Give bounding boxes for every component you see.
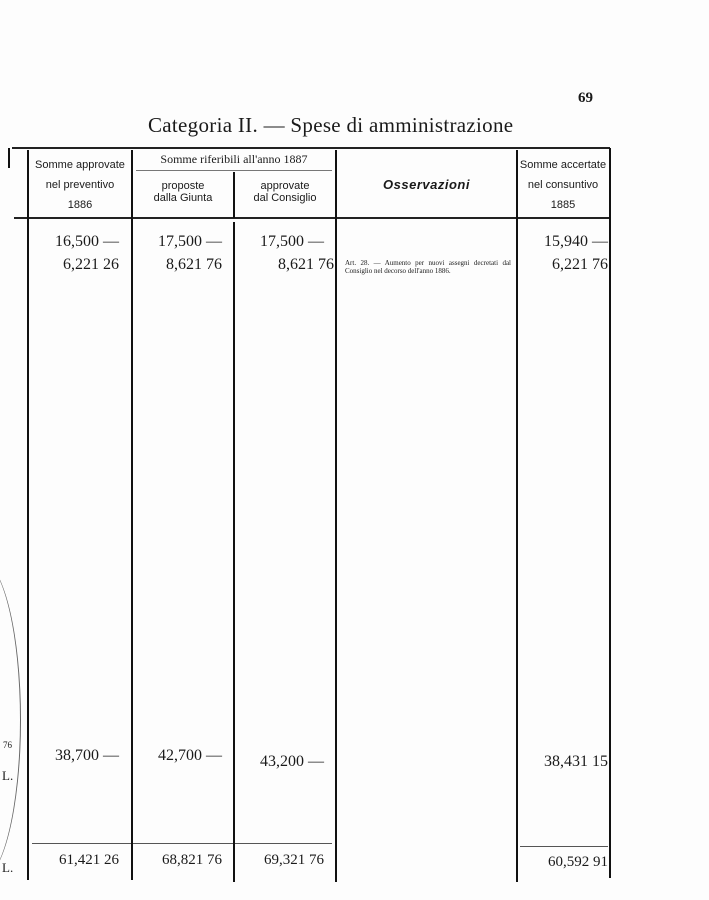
header-col3	[235, 180, 335, 204]
cell-row1-col2: 17,500 —	[158, 233, 222, 250]
header-text: nel preventivo	[45, 179, 115, 191]
margin-fragment: L.	[2, 860, 14, 875]
header-bottom-rule	[14, 217, 610, 219]
margin-fragment: L.	[2, 768, 14, 783]
total-col2: 68,821 76	[162, 852, 222, 868]
cell-row1-col3: 17,500 —	[260, 233, 324, 250]
total-rule	[32, 843, 332, 844]
group-header-rule	[136, 170, 332, 171]
total-col5: 60,592 91	[548, 854, 608, 870]
header-col2	[133, 180, 233, 204]
column-divider	[335, 150, 337, 882]
cell-row1-col1: 16,500 —	[55, 233, 119, 250]
cell-row3-col1: 38,700 —	[55, 747, 119, 764]
header-col5	[516, 157, 610, 214]
header-text: approvate	[260, 180, 310, 192]
header-text: nel consuntivo	[527, 179, 599, 191]
right-border	[609, 148, 611, 878]
header-text: 1885	[550, 199, 576, 211]
cell-row2-col1: 6,221 26	[63, 256, 119, 273]
table-top-rule	[12, 147, 610, 149]
column-divider	[131, 150, 133, 880]
header-text: 1886	[67, 199, 93, 211]
column-divider	[27, 150, 29, 880]
page-number: 69	[578, 90, 593, 106]
header-text: dalla Giunta	[153, 192, 213, 204]
header-text: dal Consiglio	[253, 192, 317, 204]
margin-curve	[0, 560, 21, 880]
header-text: proposte	[161, 180, 205, 192]
page-title: Categoria II. — Spese di amministrazione	[148, 113, 514, 137]
cell-row3-col2: 42,700 —	[158, 747, 222, 764]
column-divider	[233, 222, 235, 882]
cell-row1-col5: 15,940 —	[544, 233, 608, 250]
cell-row2-col3: 8,621 76	[278, 256, 334, 273]
header-col1	[29, 157, 131, 214]
total-col1: 61,421 26	[59, 852, 119, 868]
header-text: Somme approvate	[35, 159, 125, 171]
column-divider	[516, 150, 518, 882]
cell-row3-col3: 43,200 —	[260, 753, 324, 770]
total-col3: 69,321 76	[264, 852, 324, 868]
cell-row3-col5: 38,431 15	[544, 753, 608, 770]
total-rule-right	[520, 846, 608, 847]
cell-row2-observation: Art. 28. — Aumento per nuovi assegni decretati dal Consiglio nel decorso dell'anno 1886.	[345, 259, 511, 275]
cell-row2-col5: 6,221 76	[552, 256, 608, 273]
margin-fragment: 76	[3, 740, 12, 750]
header-observations: Osservazioni	[383, 177, 470, 192]
header-group: Somme riferibili all'anno 1887	[160, 152, 308, 166]
header-text: Somme accertate	[519, 159, 607, 171]
cell-row2-col2: 8,621 76	[166, 256, 222, 273]
left-border	[8, 148, 10, 168]
